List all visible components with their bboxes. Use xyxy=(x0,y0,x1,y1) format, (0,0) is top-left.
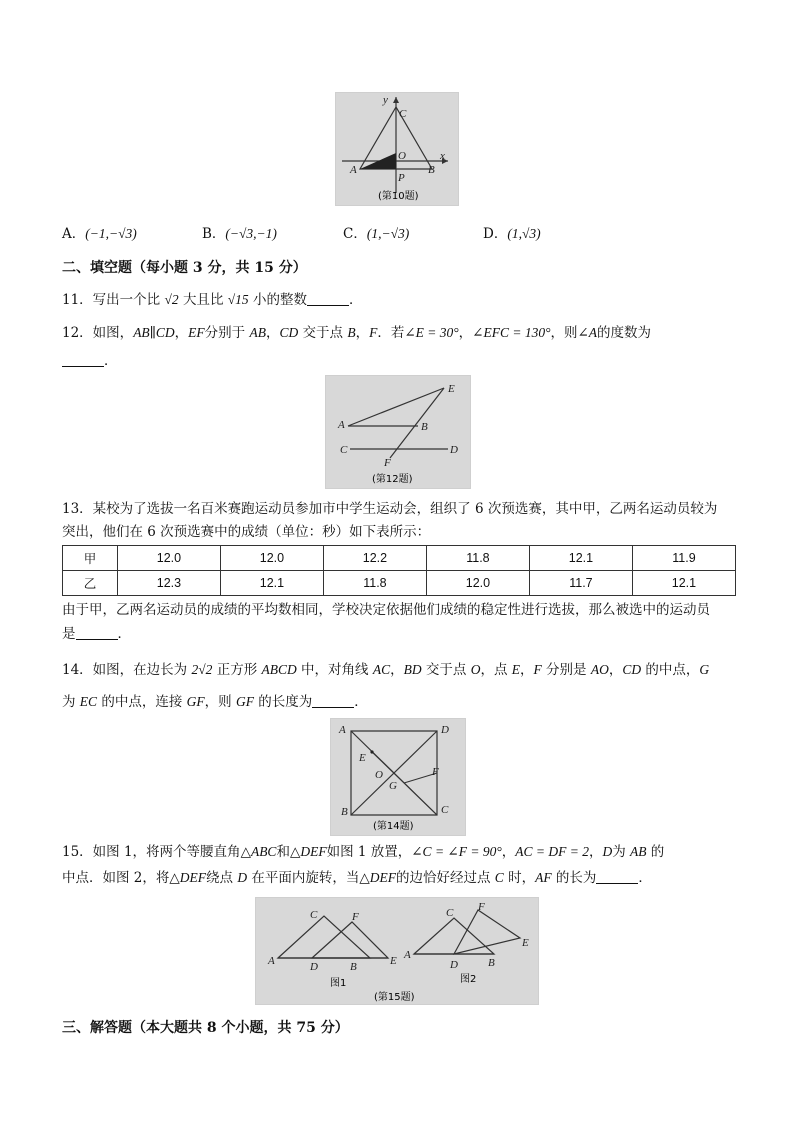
question-15-line-1: 15．如图 1，将两个等腰直角△ABC和△DEF如图 1 放置，∠C = ∠F = 90°，AC = DF = 2，D为 AB 的 xyxy=(62,844,665,860)
fig15-2-label-a: A xyxy=(404,949,411,961)
figure-15 xyxy=(255,897,539,1005)
option-b: B．(−√3,−1) xyxy=(202,226,277,242)
option-d: D．(1,√3) xyxy=(483,226,541,242)
table-cell: 12.2 xyxy=(323,546,426,571)
section-3-title: 三、解答题（本大题共 8 个小题，共 75 分） xyxy=(62,1020,349,1036)
fig14-label-g: G xyxy=(389,780,397,792)
fig10-label-o: O xyxy=(398,150,406,162)
score-table xyxy=(62,545,736,596)
fig15-1-label-f: F xyxy=(352,911,359,923)
fig14-label-f: F xyxy=(432,766,439,778)
figure-10 xyxy=(335,92,459,206)
fig10-caption: (第10题) xyxy=(378,191,419,202)
fig10-label-a: A xyxy=(350,164,357,176)
fig10-label-b: B xyxy=(428,164,435,176)
fig15-2-label-d: D xyxy=(450,959,458,971)
fig14-label-e: E xyxy=(359,752,366,764)
fig15-2-label-f: F xyxy=(478,901,485,913)
answer-blank-11 xyxy=(307,291,349,306)
question-11: 11．写出一个比 √2 大且比 √15 小的整数 ． xyxy=(62,292,363,308)
question-12-blank: ． xyxy=(62,351,118,371)
fig15-fig1-label: 图1 xyxy=(330,978,347,989)
table-cell: 12.0 xyxy=(117,546,220,571)
table-row xyxy=(63,571,736,596)
table-cell: 12.0 xyxy=(426,571,529,596)
fig10-label-c: C xyxy=(399,108,407,120)
fig12-label-a: A xyxy=(338,419,345,431)
figure-14 xyxy=(330,718,466,836)
question-13-line-4: 是 ． xyxy=(62,626,131,642)
fig14-label-d: D xyxy=(441,724,449,736)
fig14-label-o: O xyxy=(375,769,383,781)
table-row xyxy=(63,546,736,571)
fig15-2-label-b: B xyxy=(488,957,495,969)
table-cell: 12.1 xyxy=(529,546,632,571)
fig12-label-f: F xyxy=(384,457,391,469)
answer-blank-13 xyxy=(76,625,118,640)
table-cell: 12.0 xyxy=(220,546,323,571)
fig10-label-y: y xyxy=(383,94,388,106)
question-12: 12．如图，AB∥CD，EF分别于 AB，CD 交于点 B，F．若∠E = 30°，∠EFC = 130°，则∠A的度数为 xyxy=(62,325,652,341)
question-14-line-1: 14．如图，在边长为 2√2 正方形 ABCD 中，对角线 AC，BD 交于点 O，点 E，F 分别是 AO，CD 的中点，G xyxy=(62,662,710,678)
fig12-label-c: C xyxy=(340,444,348,456)
fig15-2-label-e: E xyxy=(522,937,529,949)
answer-blank-14 xyxy=(312,693,354,708)
fig10-label-p: P xyxy=(398,172,405,184)
question-13-line-3: 由于甲，乙两名运动员的成绩的平均数相同，学校决定依据他们成绩的稳定性进行选拔，那么被选中的运动员 xyxy=(62,602,710,618)
fig15-1-label-e: E xyxy=(390,955,397,967)
question-13-line-2: 突出，他们在 6 次预选赛中的成绩（单位：秒）如下表所示： xyxy=(62,524,431,540)
fig15-1-label-a: A xyxy=(268,955,275,967)
answer-blank-15 xyxy=(596,869,638,884)
fig14-caption: (第14题) xyxy=(373,821,414,832)
fig14-label-a: A xyxy=(339,724,346,736)
fig15-fig2-label: 图2 xyxy=(460,974,477,985)
table-cell: 12.1 xyxy=(220,571,323,596)
table-cell: 12.3 xyxy=(117,571,220,596)
table-cell: 11.7 xyxy=(529,571,632,596)
table-cell: 12.1 xyxy=(632,571,735,596)
question-15-line-2: 中点．如图 2，将△DEF绕点 D 在平面内旋转，当△DEF的边恰好经过点 C 时，AF 的长为 ． xyxy=(62,870,652,886)
question-13-line-1: 13．某校为了选拔一名百米赛跑运动员参加市中学生运动会，组织了 6 次预选赛，其中甲，乙两名运动员较为 xyxy=(62,501,718,517)
fig14-label-c: C xyxy=(441,804,449,816)
option-a: A．(−1,−√3) xyxy=(62,226,137,242)
table-cell: 甲 xyxy=(63,546,118,571)
fig15-1-label-b: B xyxy=(350,961,357,973)
fig15-2-label-c: C xyxy=(446,907,454,919)
table-cell: 11.8 xyxy=(426,546,529,571)
fig15-1-label-c: C xyxy=(310,909,318,921)
section-2-title: 二、填空题（每小题 3 分，共 15 分） xyxy=(62,260,307,276)
table-cell: 11.8 xyxy=(323,571,426,596)
figure-12 xyxy=(325,375,471,489)
fig12-caption: (第12题) xyxy=(372,474,413,485)
question-14-line-2: 为 EC 的中点，连接 GF，则 GF 的长度为 ． xyxy=(62,694,368,710)
fig12-label-e: E xyxy=(448,383,455,395)
fig12-label-d: D xyxy=(450,444,458,456)
table-cell: 乙 xyxy=(63,571,118,596)
fig14-label-b: B xyxy=(341,806,348,818)
answer-blank-12 xyxy=(62,352,104,367)
fig12-label-b: B xyxy=(421,421,428,433)
fig15-1-label-d: D xyxy=(310,961,318,973)
option-c: C．(1,−√3) xyxy=(343,226,410,242)
table-cell: 11.9 xyxy=(632,546,735,571)
fig10-label-x: x xyxy=(440,150,445,162)
fig15-caption: (第15题) xyxy=(374,992,415,1003)
